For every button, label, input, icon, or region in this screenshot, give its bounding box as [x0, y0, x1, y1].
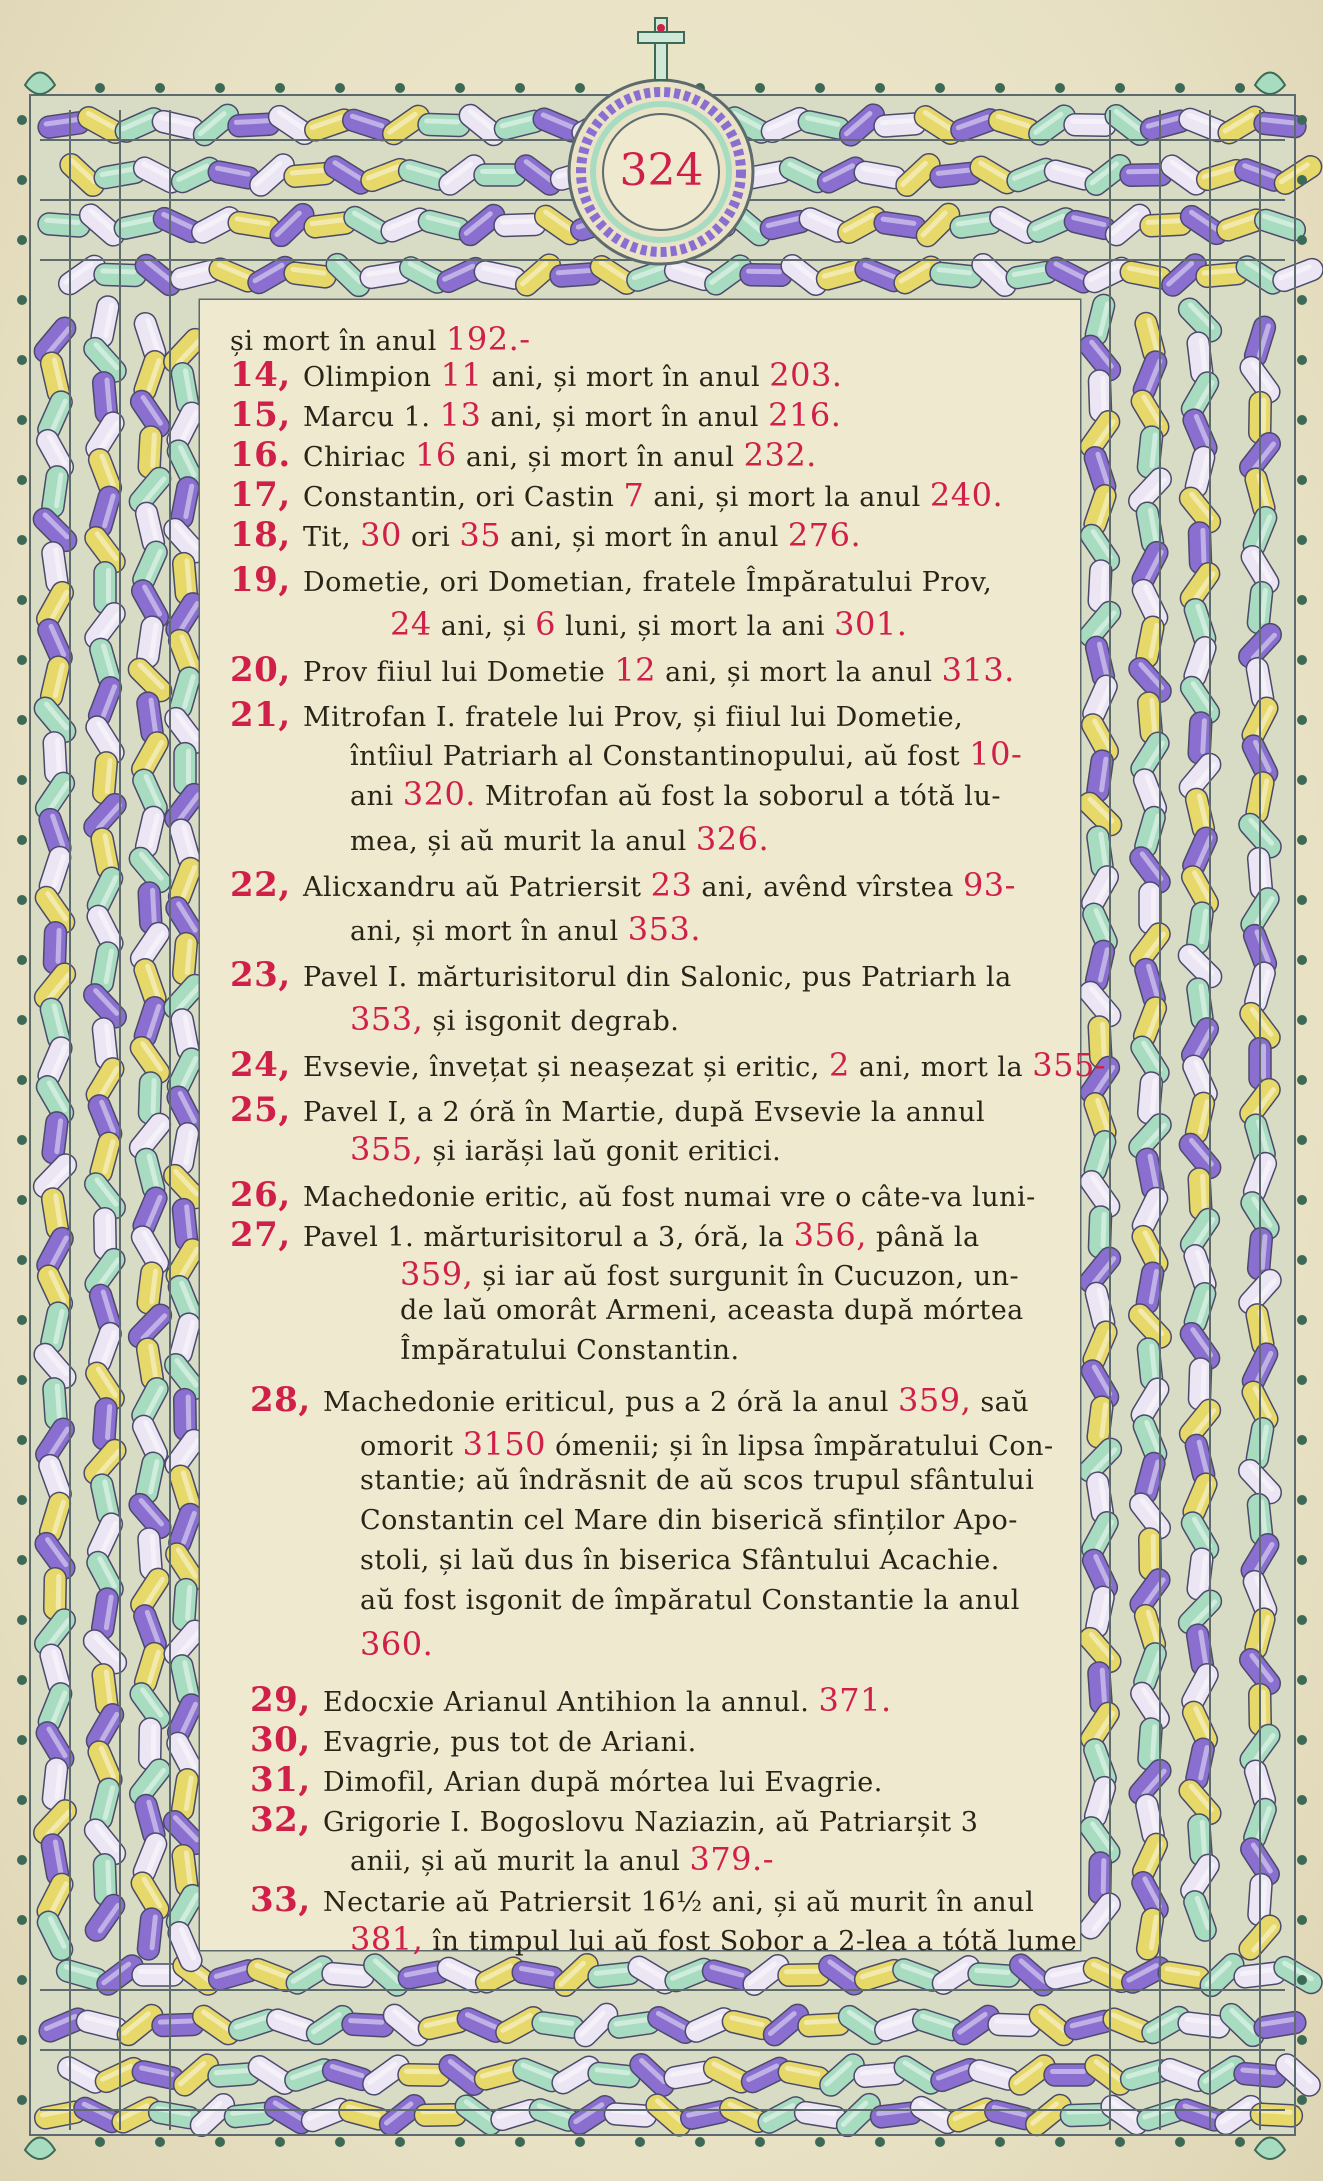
red-number: 301. — [834, 605, 908, 643]
red-number: 353. — [627, 910, 702, 948]
text-line — [250, 1680, 892, 1720]
text-segment: saŭ — [971, 1387, 1030, 1418]
text-line — [350, 1840, 774, 1878]
edge-dot — [1175, 83, 1185, 93]
red-number: 355- — [1032, 1046, 1107, 1084]
edge-dot — [17, 1915, 27, 1925]
red-number: 355, — [350, 1130, 424, 1168]
red-number: 35 — [459, 516, 502, 554]
entry-number: 27, — [230, 1215, 303, 1255]
text-line — [230, 1215, 980, 1255]
text-segment: ani, și mort la anul — [644, 482, 930, 513]
entry-number: 26, — [230, 1175, 303, 1215]
edge-dot — [755, 83, 765, 93]
edge-dot — [335, 2137, 345, 2147]
text-segment: și isgonit degrab. — [423, 1006, 680, 1037]
text-segment: Constantin cel Mare din biserică sfinților Apo- — [360, 1505, 1018, 1536]
text-segment: Chiriac — [303, 442, 416, 473]
corner-tassel — [25, 2138, 55, 2160]
entry-number: 14, — [230, 355, 303, 395]
entry-number: 16. — [230, 435, 303, 475]
text-segment: Olimpion — [303, 362, 441, 393]
edge-dot — [755, 2137, 765, 2147]
red-number: 93- — [962, 866, 1016, 904]
text-segment: ani, și mort în anul — [482, 362, 770, 393]
text-segment: Dimofil, Arian după mórtea lui Evagrie. — [323, 1767, 883, 1798]
red-number: 2 — [828, 1046, 850, 1084]
red-number: 276. — [787, 516, 862, 554]
text-segment: în timpul lui aŭ fost Sobor a 2-lea a tótă lume — [423, 1926, 1078, 1957]
text-segment: Dometie, ori Dometian, fratele Împăratului Prov, — [303, 567, 993, 598]
text-line — [250, 1800, 978, 1840]
text-line — [360, 1545, 1000, 1576]
edge-dot — [17, 595, 27, 605]
edge-dot — [1297, 2095, 1307, 2105]
text-line — [230, 1175, 1036, 1215]
edge-dot — [1297, 115, 1307, 125]
text-segment: Edocxie Arianul Antihion la annul. — [323, 1687, 819, 1718]
text-segment: ani, mort la — [849, 1052, 1033, 1083]
edge-dot — [17, 1735, 27, 1745]
edge-dot — [17, 355, 27, 365]
edge-dot — [17, 2035, 27, 2045]
text-segment: Pavel I, a 2 óră în Martie, după Evsevie la annul — [303, 1097, 986, 1128]
edge-dot — [875, 83, 885, 93]
edge-dot — [17, 1075, 27, 1085]
edge-dot — [17, 115, 27, 125]
edge-dot — [155, 83, 165, 93]
edge-dot — [635, 2137, 645, 2147]
entry-number: 28, — [250, 1380, 323, 1420]
edge-dot — [17, 835, 27, 845]
entry-number: 22, — [230, 865, 303, 905]
edge-dot — [275, 2137, 285, 2147]
text-line — [350, 1130, 781, 1168]
red-number: 24 — [390, 605, 432, 643]
entry-number: 19, — [230, 560, 303, 600]
edge-dot — [1297, 1915, 1307, 1925]
edge-dot — [17, 715, 27, 725]
text-segment: Tit, — [303, 522, 361, 553]
red-number: 359, — [400, 1255, 474, 1293]
edge-dot — [17, 775, 27, 785]
red-number: 313. — [941, 651, 1015, 689]
entry-number: 17, — [230, 475, 303, 515]
text-segment: ani, și mort în anul — [501, 522, 788, 553]
text-line — [350, 820, 769, 858]
red-number: 23 — [650, 866, 693, 904]
text-line — [350, 1000, 679, 1038]
text-segment: Grigorie I. Bogoslovu Naziazin, aŭ Patriarșit 3 — [323, 1807, 979, 1838]
text-line — [230, 650, 1015, 690]
entry-number: 23, — [230, 955, 303, 995]
edge-dot — [1297, 1075, 1307, 1085]
edge-dot — [17, 535, 27, 545]
edge-dot — [1297, 415, 1307, 425]
edge-dot — [17, 955, 27, 965]
red-number: 356, — [793, 1216, 867, 1254]
edge-dot — [935, 83, 945, 93]
text-segment: aŭ fost isgonit de împăratul Constantie la anul — [360, 1585, 1020, 1616]
edge-dot — [995, 2137, 1005, 2147]
entry-number: 33, — [250, 1880, 323, 1920]
text-line — [360, 1465, 1034, 1496]
edge-dot — [1297, 1555, 1307, 1565]
entry-number: 29, — [250, 1680, 323, 1720]
red-number: 216. — [768, 396, 842, 434]
text-segment: Marcu 1. — [303, 402, 440, 433]
entry-number: 30, — [250, 1720, 323, 1760]
text-line — [250, 1380, 1029, 1420]
text-segment: până la — [866, 1222, 980, 1253]
edge-dot — [215, 83, 225, 93]
edge-dot — [17, 1795, 27, 1805]
edge-dot — [1297, 295, 1307, 305]
text-segment: mea, și aŭ murit la anul — [350, 826, 696, 857]
edge-dot — [1297, 1795, 1307, 1805]
text-line — [230, 865, 1016, 905]
entry-number: 31, — [250, 1760, 323, 1800]
red-number: 7 — [623, 476, 645, 514]
edge-dot — [455, 83, 465, 93]
page-number: 324 — [619, 145, 704, 196]
text-segment: ómenii; și în lipsa împăratului Con- — [546, 1431, 1054, 1462]
edge-dot — [1297, 1855, 1307, 1865]
entry-number: 32, — [250, 1800, 323, 1840]
edge-dot — [17, 1195, 27, 1205]
text-line — [350, 735, 1022, 773]
edge-dot — [17, 1375, 27, 1385]
text-line — [230, 955, 1012, 995]
text-line — [230, 395, 841, 435]
edge-dot — [1297, 2035, 1307, 2045]
edge-dot — [935, 2137, 945, 2147]
edge-dot — [1055, 83, 1065, 93]
text-segment: Pavel 1. mărturisitorul a 3, óră, la — [303, 1222, 794, 1253]
edge-dot — [17, 1015, 27, 1025]
edge-dot — [1297, 835, 1307, 845]
red-number: 320. — [402, 775, 476, 813]
text-segment: Pavel I. mărturisitorul din Salonic, pus Patriarh la — [303, 962, 1012, 993]
text-line — [230, 695, 963, 735]
edge-dot — [17, 1315, 27, 1325]
edge-dot — [1235, 83, 1245, 93]
edge-dot — [17, 295, 27, 305]
edge-dot — [1297, 1675, 1307, 1685]
text-line — [230, 475, 1003, 515]
edge-dot — [1297, 1975, 1307, 1985]
text-segment: stoli, și laŭ dus în biserica Sfântului Acachie. — [360, 1545, 1000, 1576]
text-segment: și iarăși laŭ gonit eritici. — [423, 1136, 782, 1167]
edge-dot — [515, 83, 525, 93]
edge-dot — [1297, 895, 1307, 905]
red-number: 232. — [743, 436, 817, 474]
text-line — [360, 1625, 433, 1663]
edge-dot — [17, 1135, 27, 1145]
edge-dot — [875, 2137, 885, 2147]
red-number: 371. — [818, 1681, 892, 1719]
entry-number: 18, — [230, 515, 303, 555]
edge-dot — [1297, 1015, 1307, 1025]
red-number: 30 — [360, 516, 402, 554]
text-line — [390, 605, 907, 643]
text-line — [230, 515, 861, 555]
entry-number: 15, — [230, 395, 303, 435]
text-line — [350, 1920, 1077, 1958]
edge-dot — [17, 415, 27, 425]
cross-icon — [657, 24, 665, 32]
red-number: 11 — [440, 356, 483, 394]
text-segment: ani, avênd vîrstea — [692, 872, 963, 903]
red-number: 10- — [969, 735, 1023, 773]
edge-dot — [1297, 1435, 1307, 1445]
edge-dot — [17, 1495, 27, 1505]
edge-dot — [1297, 1195, 1307, 1205]
edge-dot — [335, 83, 345, 93]
text-line — [360, 1585, 1020, 1616]
text-line — [360, 1505, 1018, 1536]
edge-dot — [95, 83, 105, 93]
red-number: 192.- — [445, 320, 531, 358]
cross-icon — [638, 32, 684, 43]
red-number: 359, — [897, 1381, 972, 1419]
corner-tassel — [25, 73, 55, 95]
red-number: 6 — [535, 605, 557, 643]
edge-dot — [575, 2137, 585, 2147]
edge-dot — [1175, 2137, 1185, 2147]
edge-dot — [275, 83, 285, 93]
edge-dot — [995, 83, 1005, 93]
text-segment: omorit — [360, 1431, 463, 1462]
text-segment: Mitrofan aŭ fost la soborul a tótă lu- — [475, 781, 1001, 812]
edge-dot — [1297, 1375, 1307, 1385]
text-line — [250, 1720, 697, 1760]
edge-dot — [1297, 475, 1307, 485]
text-line — [250, 1760, 883, 1800]
text-line — [230, 1090, 985, 1130]
edge-dot — [575, 83, 585, 93]
red-number: 381, — [350, 1920, 424, 1958]
text-segment: ani, și — [431, 611, 536, 642]
text-segment: Împăratului Constantin. — [400, 1335, 740, 1366]
edge-dot — [17, 1855, 27, 1865]
edge-dot — [1115, 2137, 1125, 2147]
text-segment: ani, și mort în anul — [481, 402, 769, 433]
red-number: 3150 — [462, 1425, 547, 1463]
edge-dot — [1055, 2137, 1065, 2147]
edge-dot — [1297, 1255, 1307, 1265]
entry-number: 21, — [230, 695, 303, 735]
edge-dot — [17, 1615, 27, 1625]
corner-tassel — [1255, 73, 1285, 95]
text-segment: Machedonie eritic, aŭ fost numai vre o câte-va luni- — [303, 1182, 1036, 1213]
edge-dot — [17, 2095, 27, 2105]
edge-dot — [1235, 2137, 1245, 2147]
red-number: 203. — [769, 356, 843, 394]
entry-number: 24, — [230, 1045, 303, 1085]
edge-dot — [95, 2137, 105, 2147]
text-line — [400, 1335, 740, 1366]
edge-dot — [395, 83, 405, 93]
text-line — [230, 560, 992, 600]
edge-dot — [1297, 955, 1307, 965]
red-number: 360. — [360, 1625, 434, 1663]
edge-dot — [1297, 235, 1307, 245]
text-segment: ani — [350, 781, 403, 812]
edge-dot — [17, 895, 27, 905]
text-segment: întîiul Patriarh al Constantinopului, aŭ fost — [350, 741, 970, 772]
edge-dot — [17, 175, 27, 185]
edge-dot — [1297, 1615, 1307, 1625]
text-line — [400, 1295, 1024, 1326]
red-number: 379.- — [689, 1840, 775, 1878]
edge-dot — [395, 2137, 405, 2147]
text-segment: Constantin, ori Castin — [303, 482, 624, 513]
edge-dot — [1297, 1135, 1307, 1145]
edge-dot — [17, 655, 27, 665]
text-segment: Machedonie eriticul, pus a 2 óră la anul — [323, 1387, 898, 1418]
edge-dot — [1297, 715, 1307, 725]
text-segment: Prov fiiul lui Dometie — [303, 657, 615, 688]
text-segment: Nectarie aŭ Patriersit 16½ ani, și aŭ murit în anul — [323, 1887, 1035, 1918]
edge-dot — [1297, 775, 1307, 785]
red-number: 326. — [695, 820, 770, 858]
red-number: 13 — [439, 396, 482, 434]
text-segment: ani, și mort în anul — [350, 916, 628, 947]
edge-dot — [815, 2137, 825, 2147]
text-line — [360, 1425, 1054, 1463]
red-number: 353, — [350, 1000, 424, 1038]
red-number: 240. — [929, 476, 1004, 514]
text-segment: de laŭ omorât Armeni, aceasta după mórtea — [400, 1295, 1024, 1326]
edge-dot — [815, 83, 825, 93]
edge-dot — [17, 475, 27, 485]
text-line — [230, 320, 531, 358]
entry-number: 20, — [230, 650, 303, 690]
text-segment: Alicxandru aŭ Patriersit — [303, 872, 651, 903]
red-number: 12 — [614, 651, 657, 689]
text-segment: ani, și mort în anul — [456, 442, 744, 473]
red-number: 16 — [415, 436, 457, 474]
edge-dot — [215, 2137, 225, 2147]
text-line — [230, 355, 842, 395]
edge-dot — [1297, 175, 1307, 185]
edge-dot — [1297, 655, 1307, 665]
edge-dot — [515, 2137, 525, 2147]
edge-dot — [695, 2137, 705, 2147]
entry-number: 25, — [230, 1090, 303, 1130]
edge-dot — [17, 1435, 27, 1445]
edge-dot — [1297, 1735, 1307, 1745]
text-segment: și iar aŭ fost surgunit în Cucuzon, un- — [473, 1261, 1020, 1292]
edge-dot — [17, 1555, 27, 1565]
text-segment: anii, și aŭ murit la anul — [350, 1846, 690, 1877]
text-segment: ani, și mort la anul — [656, 657, 942, 688]
edge-dot — [1115, 83, 1125, 93]
edge-dot — [17, 1255, 27, 1265]
edge-dot — [1297, 355, 1307, 365]
edge-dot — [1297, 1495, 1307, 1505]
corner-tassel — [1255, 2138, 1285, 2160]
text-line — [230, 435, 817, 475]
text-line — [350, 775, 1001, 813]
text-line — [400, 1255, 1019, 1293]
text-segment: și mort în anul — [230, 326, 446, 357]
text-segment: stantie; aŭ îndrăsnit de aŭ scos trupul sfântului — [360, 1465, 1035, 1496]
text-segment: luni, și mort la ani — [556, 611, 835, 642]
text-line — [250, 1880, 1034, 1920]
edge-dot — [17, 235, 27, 245]
edge-dot — [155, 2137, 165, 2147]
edge-dot — [1297, 535, 1307, 545]
edge-dot — [455, 2137, 465, 2147]
text-segment: Mitrofan I. fratele lui Prov, și fiiul lui Dometie, — [303, 702, 964, 733]
edge-dot — [17, 1675, 27, 1685]
text-segment: Evsevie, învețat și neașezat și eritic, — [303, 1052, 829, 1083]
text-line — [350, 910, 701, 948]
edge-dot — [17, 1975, 27, 1985]
text-panel — [200, 300, 1107, 1958]
edge-dot — [1297, 1315, 1307, 1325]
text-line — [230, 1045, 1106, 1085]
edge-dot — [1297, 595, 1307, 605]
text-segment: ori — [401, 522, 460, 553]
text-segment: Evagrie, pus tot de Ariani. — [323, 1727, 697, 1758]
